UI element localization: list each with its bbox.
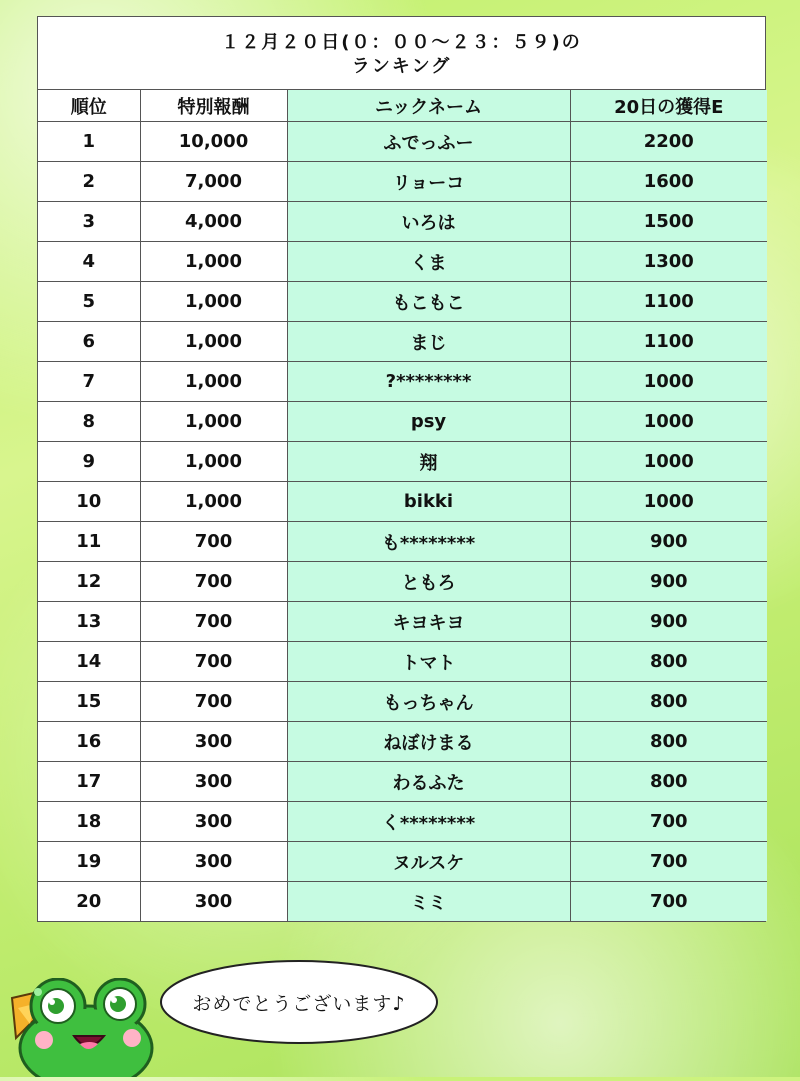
table-row bbox=[38, 202, 767, 242]
earned-cell: 700 bbox=[570, 802, 767, 842]
nickname-cell: psy bbox=[287, 402, 570, 442]
reward-cell: 300 bbox=[140, 722, 287, 762]
earned-cell: 1100 bbox=[570, 322, 767, 362]
nickname-cell: も******** bbox=[287, 522, 570, 562]
rank-cell: 13 bbox=[38, 602, 140, 642]
rank-cell: 11 bbox=[38, 522, 140, 562]
ranking-title-line2: ランキング bbox=[351, 56, 452, 77]
table-row bbox=[38, 482, 767, 522]
earned-cell: 700 bbox=[570, 842, 767, 882]
earned-cell: 900 bbox=[570, 522, 767, 562]
ranking-panel bbox=[37, 16, 766, 922]
reward-cell: 700 bbox=[140, 522, 287, 562]
reward-cell: 700 bbox=[140, 642, 287, 682]
nickname-cell: もこもこ bbox=[287, 282, 570, 322]
rank-cell: 4 bbox=[38, 242, 140, 282]
nickname-cell: ミミ bbox=[287, 882, 570, 922]
table-row bbox=[38, 802, 767, 842]
rank-cell: 9 bbox=[38, 442, 140, 482]
reward-cell: 300 bbox=[140, 762, 287, 802]
reward-cell: 300 bbox=[140, 842, 287, 882]
nickname-cell: トマト bbox=[287, 642, 570, 682]
table-row bbox=[38, 762, 767, 802]
reward-cell: 1,000 bbox=[140, 282, 287, 322]
rank-cell: 10 bbox=[38, 482, 140, 522]
table-row bbox=[38, 882, 767, 922]
table-row bbox=[38, 602, 767, 642]
nickname-cell: bikki bbox=[287, 482, 570, 522]
ranking-title bbox=[38, 17, 765, 90]
nickname-cell: いろは bbox=[287, 202, 570, 242]
speech-bubble bbox=[158, 958, 440, 1046]
table-header-row bbox=[38, 90, 767, 122]
table-row bbox=[38, 442, 767, 482]
table-row bbox=[38, 242, 767, 282]
table-row bbox=[38, 682, 767, 722]
nickname-cell: ?******** bbox=[287, 362, 570, 402]
ranking-table-body bbox=[38, 122, 767, 922]
rank-cell: 1 bbox=[38, 122, 140, 162]
rank-cell: 3 bbox=[38, 202, 140, 242]
reward-cell: 700 bbox=[140, 562, 287, 602]
table-row bbox=[38, 362, 767, 402]
rank-cell: 2 bbox=[38, 162, 140, 202]
table-row bbox=[38, 522, 767, 562]
nickname-cell: ともろ bbox=[287, 562, 570, 602]
rank-cell: 6 bbox=[38, 322, 140, 362]
earned-cell: 1600 bbox=[570, 162, 767, 202]
rank-cell: 8 bbox=[38, 402, 140, 442]
earned-cell: 1000 bbox=[570, 482, 767, 522]
column-header-nickname: ニックネーム bbox=[287, 90, 570, 122]
nickname-cell: まじ bbox=[287, 322, 570, 362]
earned-cell: 1500 bbox=[570, 202, 767, 242]
table-row bbox=[38, 322, 767, 362]
reward-cell: 1,000 bbox=[140, 442, 287, 482]
reward-cell: 7,000 bbox=[140, 162, 287, 202]
ranking-title-line1: １２月２０日(０：００～２３：５９)の bbox=[221, 32, 582, 53]
rank-cell: 16 bbox=[38, 722, 140, 762]
reward-cell: 10,000 bbox=[140, 122, 287, 162]
earned-cell: 2200 bbox=[570, 122, 767, 162]
rank-cell: 15 bbox=[38, 682, 140, 722]
earned-cell: 800 bbox=[570, 642, 767, 682]
rank-cell: 14 bbox=[38, 642, 140, 682]
nickname-cell: 翔 bbox=[287, 442, 570, 482]
frog-mascot-icon bbox=[8, 978, 158, 1077]
earned-cell: 1100 bbox=[570, 282, 767, 322]
reward-cell: 700 bbox=[140, 602, 287, 642]
column-header-reward: 特別報酬 bbox=[140, 90, 287, 122]
column-header-rank: 順位 bbox=[38, 90, 140, 122]
rank-cell: 17 bbox=[38, 762, 140, 802]
reward-cell: 1,000 bbox=[140, 322, 287, 362]
nickname-cell: わるふた bbox=[287, 762, 570, 802]
rank-cell: 19 bbox=[38, 842, 140, 882]
reward-cell: 300 bbox=[140, 802, 287, 842]
reward-cell: 300 bbox=[140, 882, 287, 922]
rank-cell: 18 bbox=[38, 802, 140, 842]
earned-cell: 800 bbox=[570, 762, 767, 802]
reward-cell: 1,000 bbox=[140, 402, 287, 442]
ranking-table bbox=[38, 90, 767, 921]
earned-cell: 900 bbox=[570, 562, 767, 602]
table-row bbox=[38, 562, 767, 602]
rank-cell: 20 bbox=[38, 882, 140, 922]
nickname-cell: くま bbox=[287, 242, 570, 282]
earned-cell: 1300 bbox=[570, 242, 767, 282]
table-row bbox=[38, 722, 767, 762]
table-row bbox=[38, 402, 767, 442]
table-row bbox=[38, 282, 767, 322]
reward-cell: 700 bbox=[140, 682, 287, 722]
earned-cell: 800 bbox=[570, 682, 767, 722]
reward-cell: 1,000 bbox=[140, 362, 287, 402]
reward-cell: 4,000 bbox=[140, 202, 287, 242]
earned-cell: 700 bbox=[570, 882, 767, 922]
table-row bbox=[38, 122, 767, 162]
rank-cell: 5 bbox=[38, 282, 140, 322]
column-header-earned: 20日の獲得E bbox=[570, 90, 767, 122]
rank-cell: 12 bbox=[38, 562, 140, 602]
table-row bbox=[38, 842, 767, 882]
reward-cell: 1,000 bbox=[140, 482, 287, 522]
earned-cell: 1000 bbox=[570, 402, 767, 442]
rank-cell: 7 bbox=[38, 362, 140, 402]
table-row bbox=[38, 162, 767, 202]
nickname-cell: く******** bbox=[287, 802, 570, 842]
table-row bbox=[38, 642, 767, 682]
earned-cell: 1000 bbox=[570, 442, 767, 482]
earned-cell: 1000 bbox=[570, 362, 767, 402]
nickname-cell: キヨキヨ bbox=[287, 602, 570, 642]
earned-cell: 900 bbox=[570, 602, 767, 642]
nickname-cell: リョーコ bbox=[287, 162, 570, 202]
earned-cell: 800 bbox=[570, 722, 767, 762]
nickname-cell: ねぼけまる bbox=[287, 722, 570, 762]
congratulations-text: おめでとうございます♪ bbox=[192, 992, 406, 1015]
reward-cell: 1,000 bbox=[140, 242, 287, 282]
nickname-cell: ヌルスケ bbox=[287, 842, 570, 882]
nickname-cell: ふでっふー bbox=[287, 122, 570, 162]
nickname-cell: もっちゃん bbox=[287, 682, 570, 722]
